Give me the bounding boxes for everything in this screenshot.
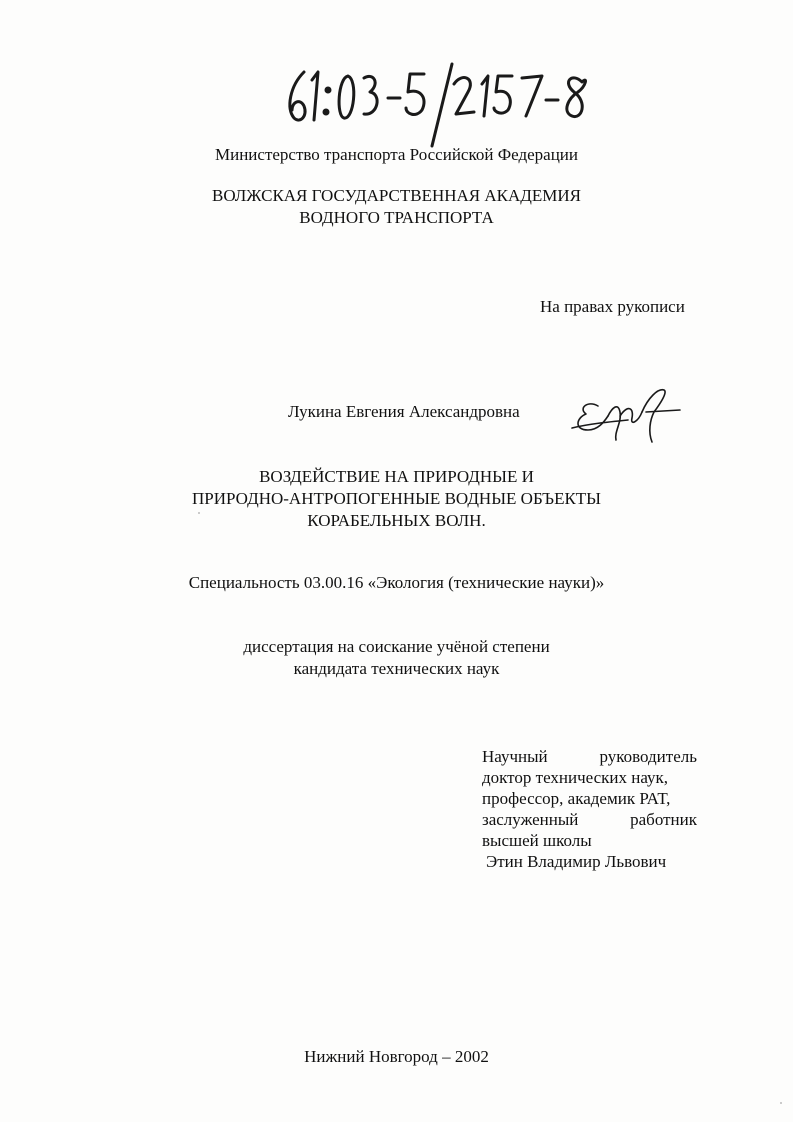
- dissertation-title-line1: ВОЗДЕЙСТВИЕ НА ПРИРОДНЫЕ И: [259, 467, 534, 486]
- manuscript-rights: На правах рукописи: [540, 297, 685, 316]
- supervisor-school: высшей школы: [482, 831, 592, 850]
- supervisor-degree: доктор технических наук,: [482, 768, 669, 787]
- supervisor-line4-word1: заслуженный: [482, 810, 579, 829]
- dissertation-title-line2: ПРИРОДНО-АНТРОПОГЕННЫЕ ВОДНЫЕ ОБЪЕКТЫ: [192, 489, 601, 508]
- supervisor-line4-word2: работник: [630, 810, 697, 829]
- supervisor-name: Этин Владимир Львович: [486, 852, 667, 871]
- handwritten-archive-code: [282, 58, 602, 150]
- specialty: Специальность 03.00.16 «Экология (технические науки)»: [188, 573, 605, 592]
- academy-name-line2: ВОДНОГО ТРАНСПОРТА: [299, 208, 494, 227]
- supervisor-line1-word1: Научный: [482, 747, 548, 766]
- scan-speck: [780, 1102, 782, 1104]
- author-name: Лукина Евгения Александровна: [288, 402, 520, 421]
- dissertation-title-line3: КОРАБЕЛЬНЫХ ВОЛН.: [307, 511, 486, 530]
- supervisor-line1-word2: руководитель: [599, 747, 697, 766]
- scan-speck: [198, 512, 200, 514]
- supervisor-block: [482, 746, 697, 872]
- academy-name-line1: ВОЛЖСКАЯ ГОСУДАРСТВЕННАЯ АКАДЕМИЯ: [212, 186, 581, 205]
- place-and-year: Нижний Новгород – 2002: [304, 1047, 489, 1066]
- degree-line1: диссертация на соискание учёной степени: [243, 637, 550, 656]
- supervisor-titles: профессор, академик РАТ,: [482, 789, 671, 808]
- signature: [568, 382, 688, 452]
- degree-line2: кандидата технических наук: [293, 659, 500, 678]
- ministry-name: Министерство транспорта Российской Федерации: [214, 145, 578, 164]
